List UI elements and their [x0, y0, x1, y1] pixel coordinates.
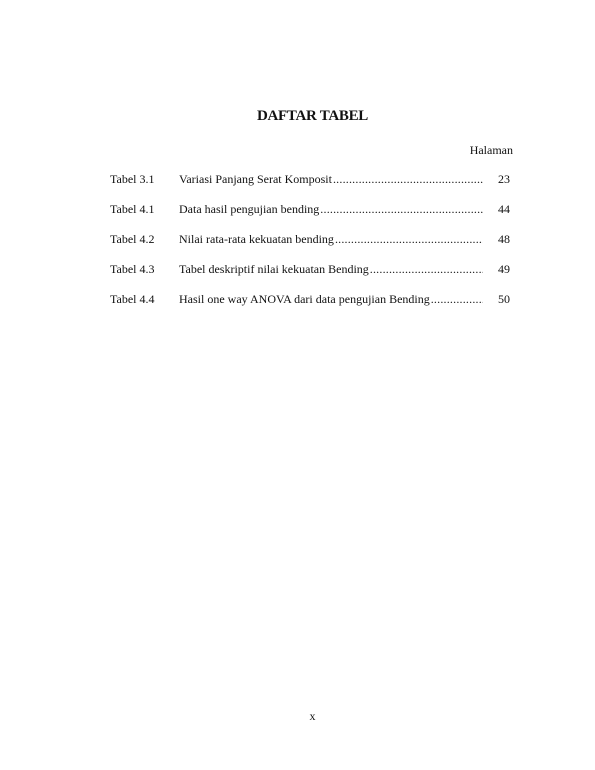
table-page-number: 50: [498, 292, 510, 306]
table-entry: [179, 202, 483, 217]
list-item: [110, 292, 510, 322]
page-title: DAFTAR TABEL: [256, 108, 368, 124]
table-caption: Hasil one way ANOVA dari data pengujian Bending: [179, 292, 430, 306]
table-caption: Nilai rata-rata kekuatan bending: [179, 232, 334, 246]
table-entry: [179, 172, 483, 187]
footer-page-number: x: [309, 709, 316, 723]
table-list: [110, 172, 510, 322]
table-page-number: 48: [498, 232, 510, 246]
list-item: [110, 262, 510, 292]
dot-leader: [370, 262, 483, 277]
table-entry: [179, 292, 483, 307]
table-number: Tabel 4.4: [110, 292, 155, 306]
table-page-number: 49: [498, 262, 510, 276]
page-column-label: Halaman: [469, 143, 513, 157]
table-page-number: 23: [498, 172, 510, 186]
list-item: [110, 232, 510, 262]
dot-leader: [333, 172, 483, 187]
dot-leader: [431, 292, 483, 307]
table-number: Tabel 4.2: [110, 232, 155, 246]
table-entry: [179, 262, 483, 277]
table-entry: [179, 232, 483, 247]
table-caption: Data hasil pengujian bending: [179, 202, 320, 216]
list-item: [110, 202, 510, 232]
list-item: [110, 172, 510, 202]
table-caption: Tabel deskriptif nilai kekuatan Bending: [179, 262, 369, 276]
dot-leader: [320, 202, 483, 217]
table-caption: Variasi Panjang Serat Komposit: [179, 172, 332, 186]
table-number: Tabel 4.3: [110, 262, 155, 276]
dot-leader: [335, 232, 483, 247]
table-page-number: 44: [498, 202, 510, 216]
table-number: Tabel 4.1: [110, 202, 155, 216]
table-number: Tabel 3.1: [110, 172, 155, 186]
